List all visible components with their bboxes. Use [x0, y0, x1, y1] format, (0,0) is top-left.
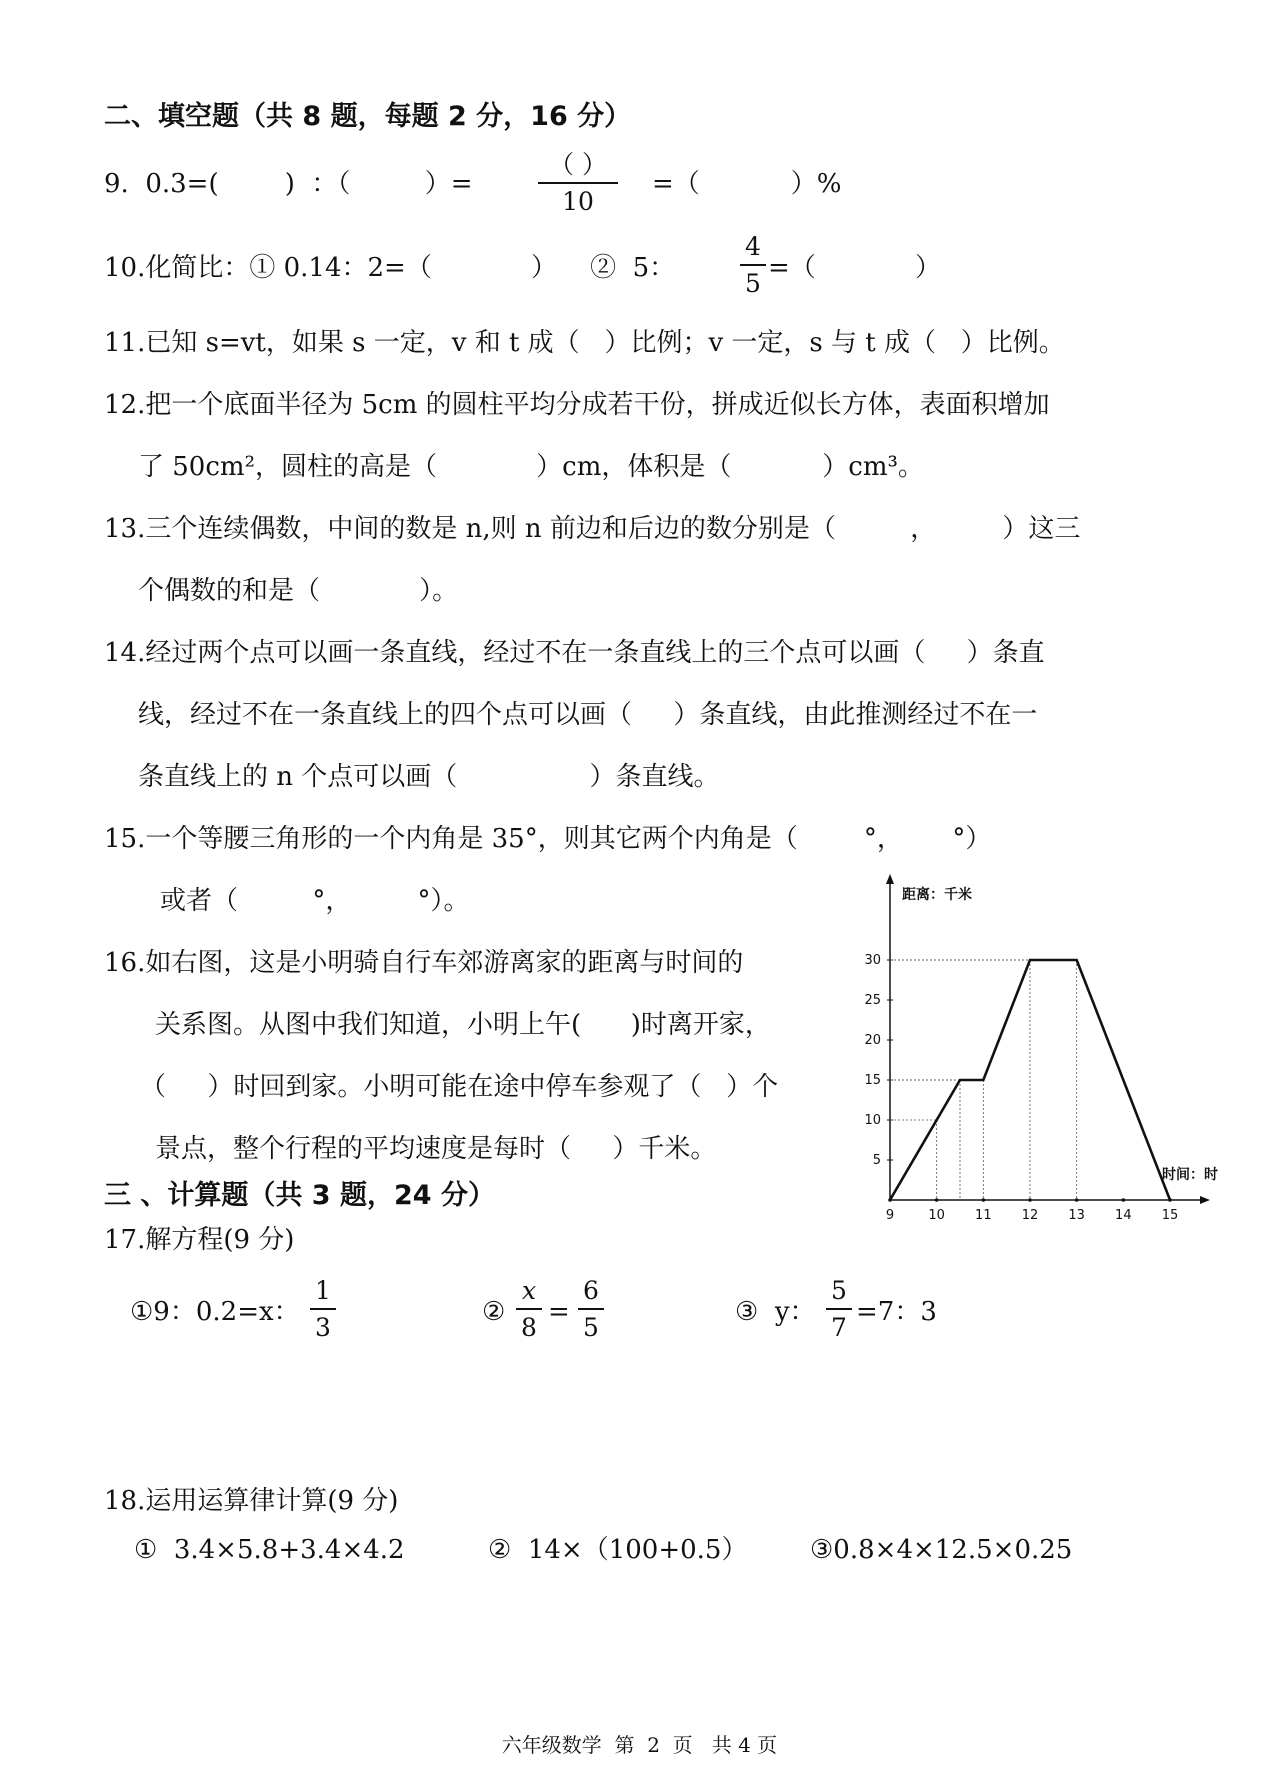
question-16-line-2: 关系图。从图中我们知道，小明上午( )时离开家， [155, 1010, 771, 1040]
x-tick [1122, 1198, 1126, 1202]
question-12-line-1: 12.把一个底面半径为 5cm 的圆柱平均分成若干份，拼成近似长方体，表面积增加 [104, 390, 1050, 420]
q17-p2-right-denominator: 5 [583, 1313, 599, 1342]
q17-p2-right-numerator: 6 [583, 1276, 599, 1305]
question-16-line-3: （ ）时回到家。小明可能在途中停车参观了（ ）个 [140, 1072, 779, 1102]
y-tick-label: 30 [864, 953, 881, 968]
q17-p2-left-denominator: 8 [521, 1313, 537, 1342]
question-12-line-2: 了 50cm²，圆柱的高是（ ）cm，体积是（ ）cm³。 [138, 452, 924, 482]
question-14-line-1: 14.经过两个点可以画一条直线，经过不在一条直线上的三个点可以画（ ）条直 [104, 638, 1045, 668]
q10-fraction-denominator: 5 [745, 269, 761, 298]
q17-p2-equals: = [548, 1297, 570, 1327]
q17-p2-left-fraction [516, 1278, 542, 1340]
q9-fraction-denominator: 10 [562, 187, 594, 216]
section-fill-blank-heading: 二、填空题（共 8 题，每题 2 分，16 分） [104, 101, 632, 132]
question-18-title: 18.运用运算律计算(9 分) [104, 1486, 399, 1516]
question-14-line-3: 条直线上的 n 个点可以画（ ）条直线。 [138, 762, 720, 792]
q9-text-left: 9. 0.3=( ) ：（ ）= [104, 169, 473, 199]
x-tick-label: 12 [1021, 1208, 1039, 1220]
q17-p3-text: ③ y： [735, 1297, 816, 1327]
q9-fraction-numerator: （ ） [549, 150, 607, 179]
y-tick-label: 5 [872, 1153, 881, 1168]
q17-p2-label: ② [482, 1297, 506, 1327]
question-15-line-2: 或者（ °， °）。 [160, 886, 470, 916]
x-tick [1075, 1198, 1079, 1202]
y-axis-label: 距离：千米 [902, 887, 972, 903]
q10-text-right: =（ ） [768, 253, 941, 283]
x-tick-label: 14 [1115, 1208, 1132, 1220]
question-15-line-1: 15.一个等腰三角形的一个内角是 35°，则其它两个内角是（ °， °） [104, 824, 992, 854]
y-tick-label: 15 [864, 1073, 881, 1088]
section-calc-heading: 三 、计算题（共 3 题，24 分） [104, 1180, 495, 1211]
y-axis-arrow [886, 874, 894, 884]
q17-p1-fraction [310, 1278, 336, 1340]
question-16-line-4: 景点，整个行程的平均速度是每时（ ）千米。 [155, 1134, 717, 1164]
q17-p3-numerator: 5 [831, 1276, 847, 1305]
question-16-line-1: 16.如右图，这是小明骑自行车郊游离家的距离与时间的 [104, 948, 744, 978]
q10-text-left: 10.化简比：① 0.14：2=（ ） ② 5： [104, 253, 676, 283]
q17-p2-left-numerator: x [521, 1276, 537, 1305]
page-footer: 六年级数学 第 2 页 共 4 页 [501, 1733, 778, 1757]
x-tick-label: 9 [885, 1208, 895, 1220]
q10-fraction-numerator: 4 [745, 232, 761, 261]
question-14-line-2: 线，经过不在一条直线上的四个点可以画（ ）条直线，由此推测经过不在一 [138, 700, 1038, 730]
question-18-part-3: ③0.8×4×12.5×0.25 [810, 1535, 1073, 1565]
x-axis-arrow [1200, 1196, 1210, 1204]
q17-p1-text: ①9：0.2=x： [130, 1297, 300, 1327]
y-tick-label: 20 [864, 1033, 881, 1048]
x-tick [935, 1198, 939, 1202]
q9-fraction [538, 152, 618, 214]
question-13-line-1: 13.三个连续偶数，中间的数是 n,则 n 前边和后边的数分别是（ ， ）这三 [104, 514, 1081, 544]
question-18-part-2: ② 14×（100+0.5） [488, 1535, 748, 1565]
x-tick-label: 11 [975, 1208, 992, 1220]
q17-p3-text-right: =7：3 [856, 1297, 937, 1327]
q17-p1-numerator: 1 [315, 1276, 331, 1305]
x-tick [982, 1198, 986, 1202]
x-axis-label: 时间：时 [1162, 1167, 1218, 1183]
y-tick-label: 25 [864, 993, 881, 1008]
q10-fraction [740, 234, 766, 296]
q17-p2-right-fraction [578, 1278, 604, 1340]
q9-text-right: =（ ）% [652, 169, 842, 199]
x-tick-label: 13 [1068, 1208, 1085, 1220]
question-17-title: 17.解方程(9 分) [104, 1225, 295, 1255]
q17-p1-denominator: 3 [315, 1313, 331, 1342]
y-tick-label: 10 [864, 1113, 881, 1128]
q17-p3-denominator: 7 [831, 1313, 847, 1342]
x-tick-label: 15 [1161, 1208, 1179, 1220]
distance-time-chart [860, 870, 1220, 1220]
q17-p3-fraction [826, 1278, 852, 1340]
x-tick-label: 10 [928, 1208, 945, 1220]
question-13-line-2: 个偶数的和是（ ）。 [138, 576, 459, 606]
question-18-part-1: ① 3.4×5.8+3.4×4.2 [134, 1535, 405, 1565]
question-11: 11.已知 s=vt，如果 s 一定，v 和 t 成（ ）比例；v 一定，s 与 t 成（ ）比例。 [104, 328, 1065, 358]
